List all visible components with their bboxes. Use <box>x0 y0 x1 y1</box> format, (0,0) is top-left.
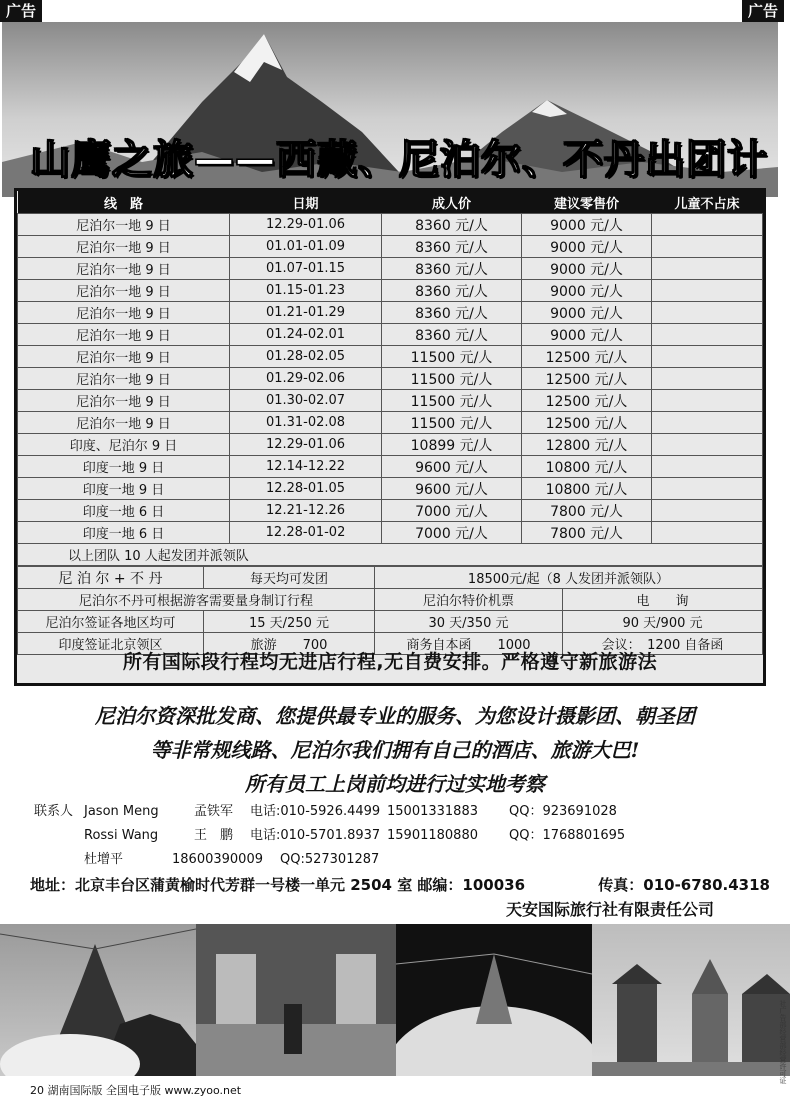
india-visa-tour: 旅游 700 <box>204 633 375 655</box>
adult-price-cell: 9600 元/人 <box>382 456 522 478</box>
route-cell: 尼泊尔一地 9 日 <box>18 280 230 302</box>
info-row <box>18 567 763 589</box>
route-cell: 印度、尼泊尔 9 日 <box>18 434 230 456</box>
india-visa-conference: 会议： 1200 自备函 <box>563 633 763 655</box>
contact-mobile: 15001331883 <box>387 804 478 819</box>
table-header <box>18 191 763 214</box>
ad-tag-right: 广告 <box>742 0 784 22</box>
child-price-cell <box>652 324 763 346</box>
adult-price-cell: 11500 元/人 <box>382 390 522 412</box>
contact-label: 联系人 <box>34 804 74 819</box>
contact-chinese-name: 孟铁军 <box>194 804 234 819</box>
contact-mobile: 15901180880 <box>387 828 478 843</box>
date-cell: 01.07-01.15 <box>230 258 382 280</box>
retail-price-cell: 9000 元/人 <box>522 258 652 280</box>
retail-price-cell: 12500 元/人 <box>522 346 652 368</box>
ticket-label: 尼泊尔特价机票 <box>375 589 563 611</box>
child-price-cell <box>652 214 763 236</box>
info-row <box>18 589 763 611</box>
adult-price-cell: 7000 元/人 <box>382 522 522 544</box>
bhutan-label: 尼 泊 尔 + 不 丹 <box>18 567 204 589</box>
india-visa-label: 印度签证北京领区 <box>18 633 204 655</box>
route-cell: 尼泊尔一地 9 日 <box>18 346 230 368</box>
bhutan-frequency: 每天均可发团 <box>204 567 375 589</box>
child-price-cell <box>652 390 763 412</box>
price-table <box>17 191 763 566</box>
date-cell: 01.24-02.01 <box>230 324 382 346</box>
adult-price-cell: 11500 元/人 <box>382 368 522 390</box>
policy-slogan: 所有国际段行程均无进店行程,无自费安排。严格遵守新旅游法 <box>122 651 658 673</box>
child-price-cell <box>652 412 763 434</box>
address-line <box>30 874 770 895</box>
child-price-cell <box>652 456 763 478</box>
retail-price-cell: 7800 元/人 <box>522 500 652 522</box>
retail-price-cell: 9000 元/人 <box>522 280 652 302</box>
contact-english-name: Rossi Wang <box>84 828 159 843</box>
nepal-visa-90: 90 天/900 元 <box>563 611 763 633</box>
adult-price-cell: 8360 元/人 <box>382 280 522 302</box>
route-cell: 尼泊尔一地 9 日 <box>18 214 230 236</box>
table-row <box>18 258 763 280</box>
table-row <box>18 236 763 258</box>
retail-price-cell: 12500 元/人 <box>522 412 652 434</box>
adult-price-cell: 9600 元/人 <box>382 478 522 500</box>
child-price-cell <box>652 500 763 522</box>
adult-price-cell: 8360 元/人 <box>382 324 522 346</box>
bhutan-price: 18500元/起（8 人发团并派领队） <box>375 567 763 589</box>
stupa-photo <box>0 924 196 1076</box>
ad-tag-left: 广告 <box>0 0 42 22</box>
nepal-visa-30: 30 天/350 元 <box>375 611 563 633</box>
table-row <box>18 390 763 412</box>
retail-price-cell: 9000 元/人 <box>522 302 652 324</box>
route-cell: 印度一地 9 日 <box>18 478 230 500</box>
address: 地址：北京丰台区蒲黄榆时代芳群一号楼一单元 2504 室 邮编：100036 <box>30 876 526 894</box>
table-row <box>18 302 763 324</box>
nepal-visa-label: 尼泊尔签证各地区均可 <box>18 611 204 633</box>
info-row <box>18 611 763 633</box>
route-cell: 印度一地 6 日 <box>18 500 230 522</box>
retail-price-cell: 10800 元/人 <box>522 456 652 478</box>
date-cell: 01.31-02.08 <box>230 412 382 434</box>
retail-price-cell: 9000 元/人 <box>522 236 652 258</box>
adult-price-cell: 8360 元/人 <box>382 236 522 258</box>
promo-line-3: 所有员工上岗前均进行过实地考察 <box>245 772 545 796</box>
contact-phone: 电话:010-5926.4499 <box>250 804 381 819</box>
promo-line-2: 等非常规线路、尼泊尔我们拥有自己的酒店、旅游大巴! <box>150 738 640 762</box>
child-price-cell <box>652 302 763 324</box>
promo-line-1: 尼泊尔资深批发商、您提供最专业的服务、为您设计摄影团、朝圣团 <box>95 704 695 728</box>
retail-price-cell: 12500 元/人 <box>522 368 652 390</box>
price-panel <box>14 188 766 686</box>
header-date: 日期 <box>230 191 382 214</box>
date-cell: 01.15-01.23 <box>230 280 382 302</box>
route-cell: 尼泊尔一地 9 日 <box>18 390 230 412</box>
table-row <box>18 324 763 346</box>
contact-row <box>34 800 625 824</box>
temple-statues-photo <box>196 924 396 1076</box>
contact-list <box>34 800 625 872</box>
child-price-cell <box>652 368 763 390</box>
page-footer <box>30 1082 241 1098</box>
header-retail-price: 建议零售价 <box>522 191 652 214</box>
durbar-square-photo <box>592 924 790 1076</box>
route-cell: 印度一地 9 日 <box>18 456 230 478</box>
contact-chinese-name: 王 鹏 <box>194 828 234 843</box>
table-row <box>18 478 763 500</box>
table-row <box>18 368 763 390</box>
side-note: 社广告部经营部经营许可证 <box>779 1000 787 1084</box>
table-row <box>18 412 763 434</box>
contact-phone: 电话:010-5701.8937 <box>250 828 381 843</box>
retail-price-cell: 12500 元/人 <box>522 390 652 412</box>
retail-price-cell: 9000 元/人 <box>522 214 652 236</box>
contact-qq: QQ：923691028 <box>509 804 617 819</box>
contact-english-name: Jason Meng <box>84 804 159 819</box>
edition-label-online: 全国电子版 www.zyoo.net <box>106 1084 242 1097</box>
table-row <box>18 280 763 302</box>
date-cell: 01.28-02.05 <box>230 346 382 368</box>
date-cell: 01.30-02.07 <box>230 390 382 412</box>
edition-label: 湖南国际版 <box>47 1084 103 1097</box>
retail-price-cell: 9000 元/人 <box>522 324 652 346</box>
page-number: 20 <box>30 1084 44 1097</box>
adult-price-cell: 8360 元/人 <box>382 214 522 236</box>
contact-chinese-name: 杜增平 <box>84 852 124 867</box>
child-price-cell <box>652 522 763 544</box>
date-cell: 01.21-01.29 <box>230 302 382 324</box>
header-route: 线 路 <box>18 191 230 214</box>
route-cell: 尼泊尔一地 9 日 <box>18 302 230 324</box>
child-price-cell <box>652 478 763 500</box>
table-row <box>18 214 763 236</box>
adult-price-cell: 8360 元/人 <box>382 258 522 280</box>
date-cell: 01.01-01.09 <box>230 236 382 258</box>
india-visa-business: 商务自本函 1000 <box>375 633 563 655</box>
contact-qq: QQ:527301287 <box>280 852 380 867</box>
date-cell: 12.28-01.05 <box>230 478 382 500</box>
adult-price-cell: 10899 元/人 <box>382 434 522 456</box>
route-cell: 尼泊尔一地 9 日 <box>18 368 230 390</box>
date-cell: 12.14-12.22 <box>230 456 382 478</box>
fax: 传真：010-6780.4318 <box>598 876 770 894</box>
contact-row <box>34 848 625 872</box>
child-price-cell <box>652 434 763 456</box>
retail-price-cell: 10800 元/人 <box>522 478 652 500</box>
route-cell: 尼泊尔一地 9 日 <box>18 324 230 346</box>
retail-price-cell: 7800 元/人 <box>522 522 652 544</box>
date-cell: 12.21-12.26 <box>230 500 382 522</box>
page-title: 山鹰之旅——西藏、尼泊尔、不丹出团计 <box>30 137 768 183</box>
retail-price-cell: 12800 元/人 <box>522 434 652 456</box>
company-name: 天安国际旅行社有限责任公司 <box>505 900 714 919</box>
route-cell: 尼泊尔一地 9 日 <box>18 236 230 258</box>
adult-price-cell: 7000 元/人 <box>382 500 522 522</box>
custom-itinerary: 尼泊尔不丹可根据游客需要量身制订行程 <box>18 589 375 611</box>
info-table <box>17 566 763 655</box>
child-price-cell <box>652 258 763 280</box>
group-note-row <box>18 544 763 566</box>
group-note: 以上团队 10 人起发团并派领队 <box>18 544 763 566</box>
date-cell: 12.28-01-02 <box>230 522 382 544</box>
date-cell: 12.29-01.06 <box>230 214 382 236</box>
child-price-cell <box>652 236 763 258</box>
header-adult-price: 成人价 <box>382 191 522 214</box>
nepal-visa-15: 15 天/250 元 <box>204 611 375 633</box>
contact-row <box>34 824 625 848</box>
table-row <box>18 500 763 522</box>
table-row <box>18 522 763 544</box>
adult-price-cell: 11500 元/人 <box>382 412 522 434</box>
boudhanath-photo <box>396 924 592 1076</box>
table-row <box>18 456 763 478</box>
contact-qq: QQ：1768801695 <box>509 828 626 843</box>
table-row <box>18 346 763 368</box>
ticket-price: 电 询 <box>563 589 763 611</box>
table-row <box>18 434 763 456</box>
date-cell: 01.29-02.06 <box>230 368 382 390</box>
adult-price-cell: 11500 元/人 <box>382 346 522 368</box>
route-cell: 尼泊尔一地 9 日 <box>18 258 230 280</box>
photo-strip <box>0 924 790 1076</box>
child-price-cell <box>652 280 763 302</box>
date-cell: 12.29-01.06 <box>230 434 382 456</box>
child-price-cell <box>652 346 763 368</box>
adult-price-cell: 8360 元/人 <box>382 302 522 324</box>
header-child-price: 儿童不占床 <box>652 191 763 214</box>
contact-mobile: 18600390009 <box>172 852 263 867</box>
route-cell: 印度一地 6 日 <box>18 522 230 544</box>
route-cell: 尼泊尔一地 9 日 <box>18 412 230 434</box>
